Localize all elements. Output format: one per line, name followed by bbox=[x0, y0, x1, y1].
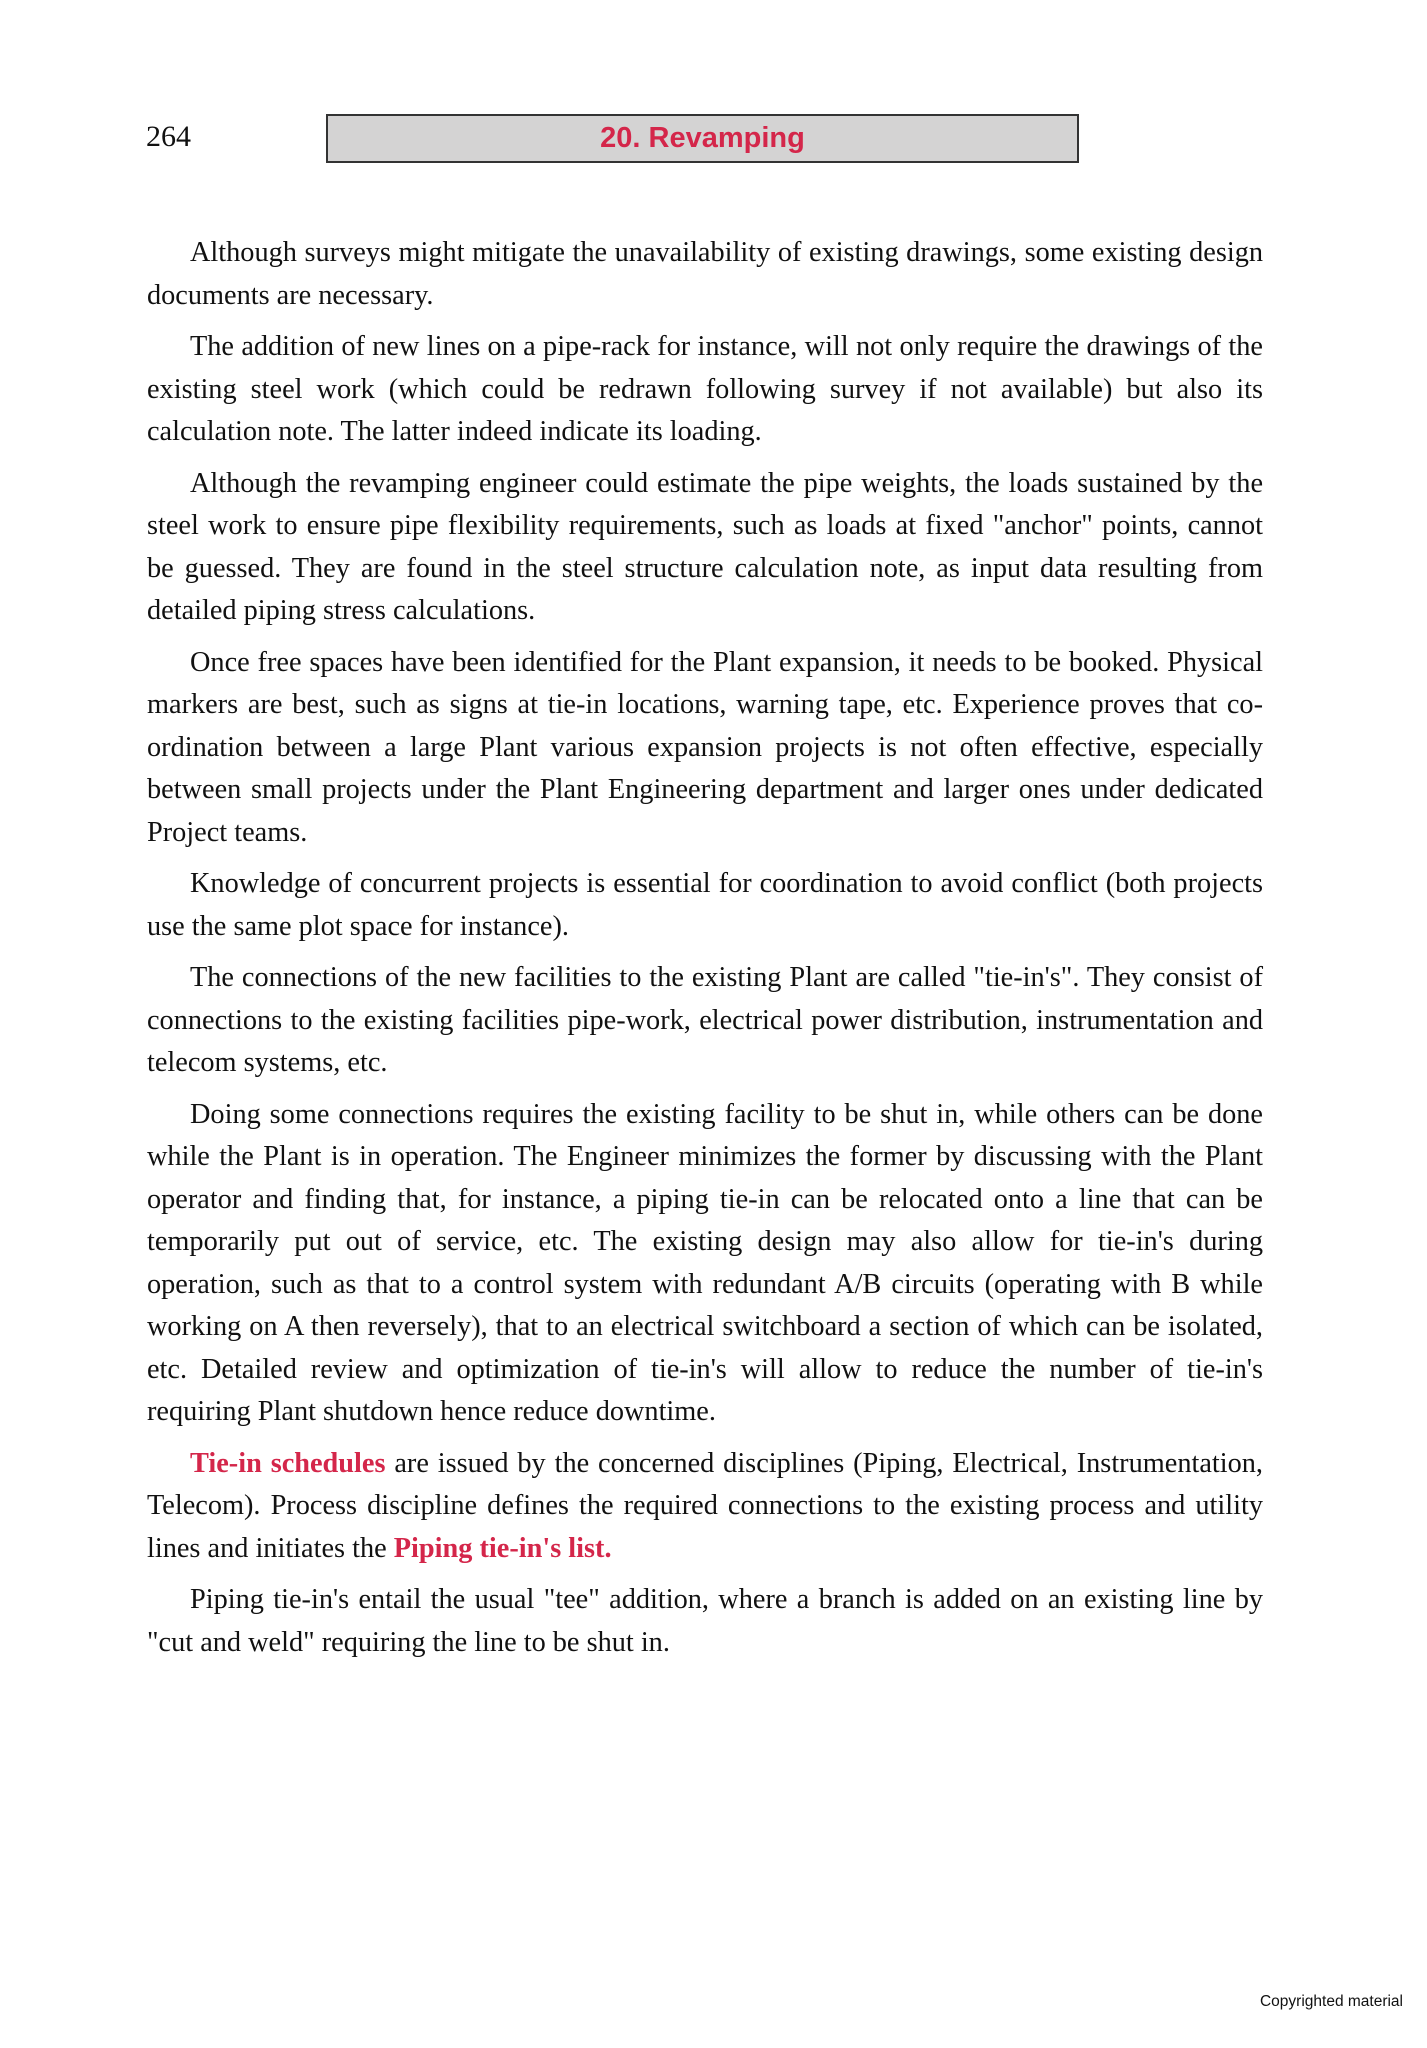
paragraph: Doing some connections requires the existing facility to be shut in, while others can be done while the Plant is in operation. The Engineer minimizes the former by discussing with the Plant operator and finding that, for instance, a piping tie-in can be relocated onto a line that can be temporarily put out of service, etc. The existing design may also allow for tie-in's during operation, such as that to a control system with redundant A/B circuits (operating with B while working on A then reversely), that to an electrical switchboard a section of which can be isolated, etc. Detailed review and optimization of tie-in's will allow to reduce the number of tie-in's requiring Plant shutdown hence reduce downtime. bbox=[147, 1098, 1263, 1427]
paragraph-tie-in-schedules bbox=[147, 1443, 1263, 1571]
body-text bbox=[147, 232, 1263, 1673]
term-piping-tie-ins-list: Piping tie-in's list. bbox=[393, 1532, 612, 1564]
paragraph: Piping tie-in's entail the usual "tee" addition, where a branch is added on an existing line by "cut and weld" requiring the line to be shut in. bbox=[147, 1584, 1263, 1658]
copyright-notice: Copyrighted material bbox=[1259, 1993, 1403, 2010]
paragraph-text: are issued by the concerned disciplines (Piping, Electrical, Instrumentation, Telecom). Process discipline defines the required connections to the existing process and utility lines and initiates the bbox=[147, 1447, 1263, 1564]
paragraph: The addition of new lines on a pipe-rack for instance, will not only require the drawings of the existing steel work (which could be redrawn following survey if not available) but also its calculation note. The latter indeed indicate its loading. bbox=[147, 331, 1263, 447]
term-tie-in-schedules: Tie-in schedules bbox=[190, 1447, 386, 1479]
chapter-title: 20. Revamping bbox=[326, 114, 1079, 163]
page-number: 264 bbox=[146, 120, 191, 153]
paragraph: Once free spaces have been identified for the Plant expansion, it needs to be booked. Physical markers are best, such as signs at tie-in locations, warning tape, etc. Experience proves that co-ordination between a large Plant various expansion projects is not often effective, especially between small projects under the Plant Engineering department and larger ones under dedicated Project teams. bbox=[147, 646, 1263, 848]
paragraph: Although the revamping engineer could estimate the pipe weights, the loads sustained by the steel work to ensure pipe flexibility requirements, such as loads at fixed "anchor" points, cannot be guessed. They are found in the steel structure calculation note, as input data resulting from detailed piping stress calculations. bbox=[147, 467, 1263, 626]
paragraph: Knowledge of concurrent projects is essential for coordination to avoid conflict (both projects use the same plot space for instance). bbox=[147, 868, 1263, 942]
paragraph: Although surveys might mitigate the unavailability of existing drawings, some existing design documents are necessary. bbox=[147, 237, 1263, 311]
paragraph: The connections of the new facilities to the existing Plant are called "tie-in's". They consist of connections to the existing facilities pipe-work, electrical power distribution, instrumentation and telecom systems, etc. bbox=[147, 962, 1263, 1078]
